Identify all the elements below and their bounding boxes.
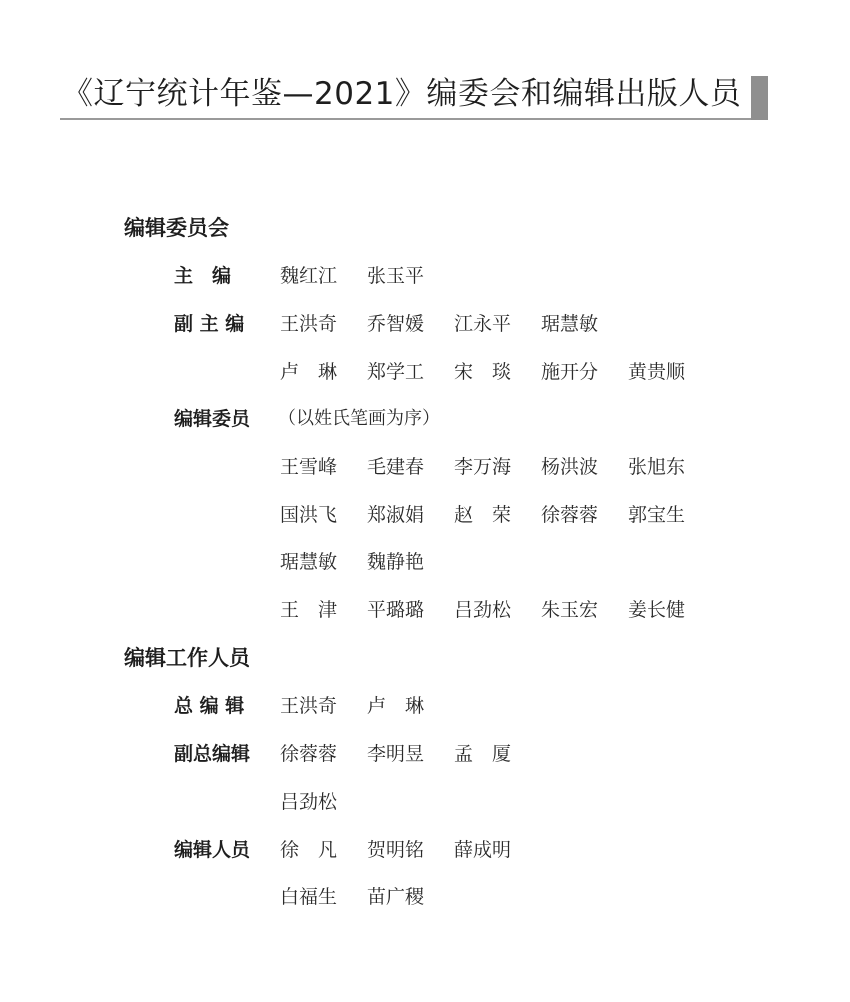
name-row xyxy=(280,452,740,482)
name-row xyxy=(280,787,740,817)
person-name: 魏红江 xyxy=(280,265,338,287)
person-name: 徐 凡 xyxy=(280,839,338,861)
person-name: 吕劲松 xyxy=(454,599,512,621)
person-name: 魏静艳 xyxy=(367,551,425,573)
role-label-editors: 编辑人员 xyxy=(174,839,251,861)
name-row xyxy=(280,500,740,530)
title-rule xyxy=(60,118,768,120)
person-name: 朱玉宏 xyxy=(541,599,599,621)
name-row xyxy=(280,261,740,291)
person-name: 孟 厦 xyxy=(454,743,512,765)
person-name: 黄贵顺 xyxy=(628,361,686,383)
name-row xyxy=(280,835,740,865)
person-name: 江永平 xyxy=(454,313,512,335)
person-name: 李明昱 xyxy=(367,743,425,765)
person-name: 薛成明 xyxy=(454,839,512,861)
person-name: 乔智媛 xyxy=(367,313,425,335)
person-name: 白福生 xyxy=(280,886,338,908)
section-heading-staff: 编辑工作人员 xyxy=(124,646,250,670)
members-note: （以姓氏笔画为序） xyxy=(278,408,440,429)
person-name: 赵 荣 xyxy=(454,504,512,526)
person-name: 姜长健 xyxy=(628,599,686,621)
person-name: 郑学工 xyxy=(367,361,425,383)
name-row xyxy=(280,739,740,769)
section-heading-committee: 编辑委员会 xyxy=(124,216,229,240)
person-name: 平璐璐 xyxy=(367,599,425,621)
person-name: 王 津 xyxy=(280,599,338,621)
person-name: 徐蓉蓉 xyxy=(280,743,338,765)
person-name: 杨洪波 xyxy=(541,456,599,478)
person-name: 琚慧敏 xyxy=(280,551,338,573)
role-label-members: 编辑委员 xyxy=(174,408,251,430)
person-name: 郑淑娟 xyxy=(367,504,425,526)
page-title: 《辽宁统计年鉴—2021》编委会和编辑出版人员 xyxy=(62,76,742,112)
person-name: 郭宝生 xyxy=(628,504,686,526)
person-name: 贺明铭 xyxy=(367,839,425,861)
person-name: 施开分 xyxy=(541,361,599,383)
person-name: 李万海 xyxy=(454,456,512,478)
role-label-chief-editor: 总 编 辑 xyxy=(174,695,245,717)
role-label-deputy-chief: 副总编辑 xyxy=(174,743,251,765)
role-label-deputy: 副 主 编 xyxy=(174,313,245,335)
name-row xyxy=(280,547,740,577)
person-name: 国洪飞 xyxy=(280,504,338,526)
name-row xyxy=(280,309,740,339)
role-label-chief: 主 编 xyxy=(174,265,232,287)
person-name: 张玉平 xyxy=(367,265,425,287)
person-name: 徐蓉蓉 xyxy=(541,504,599,526)
person-name: 卢 琳 xyxy=(367,695,425,717)
person-name: 王雪峰 xyxy=(280,456,338,478)
person-name: 王洪奇 xyxy=(280,313,338,335)
person-name: 苗广稷 xyxy=(367,886,425,908)
person-name: 毛建春 xyxy=(367,456,425,478)
name-row xyxy=(280,691,740,721)
name-row xyxy=(280,882,740,912)
person-name: 张旭东 xyxy=(628,456,686,478)
person-name: 卢 琳 xyxy=(280,361,338,383)
person-name: 吕劲松 xyxy=(280,791,338,813)
name-row xyxy=(280,595,740,625)
title-side-block xyxy=(751,76,768,120)
person-name: 宋 琰 xyxy=(454,361,512,383)
person-name: 琚慧敏 xyxy=(541,313,599,335)
name-row xyxy=(280,357,740,387)
person-name: 王洪奇 xyxy=(280,695,338,717)
